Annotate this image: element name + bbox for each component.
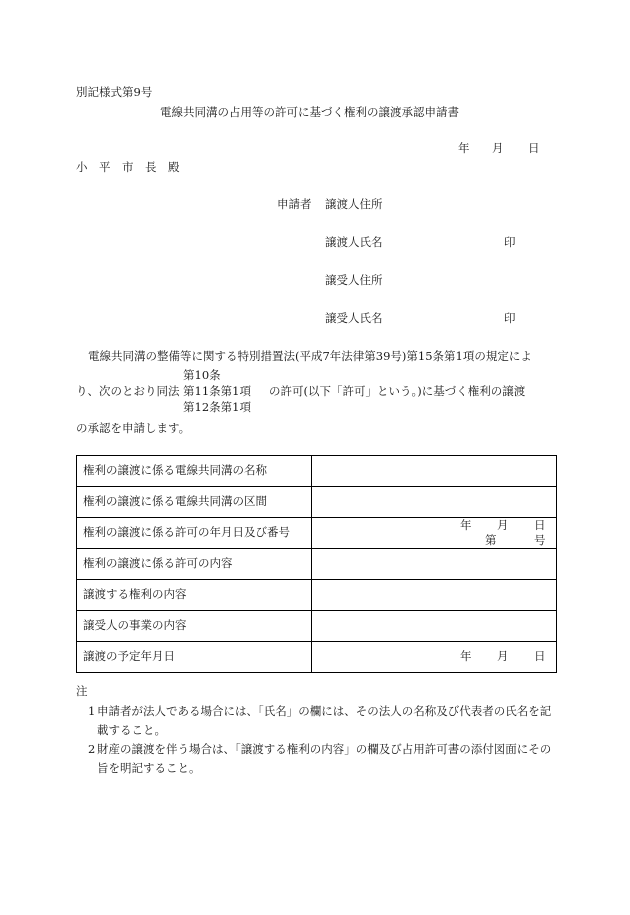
row-label: 譲渡する権利の内容: [77, 580, 312, 611]
table-row: [77, 580, 557, 611]
row-label: 権利の譲渡に係る許可の内容: [77, 549, 312, 580]
law-option-article-11: 第11条第1項: [183, 384, 251, 398]
body-line-3: の承認を申請します。: [76, 421, 191, 435]
transferor-name-label: 譲渡人氏名: [325, 235, 383, 249]
date-day-unit: 日: [534, 649, 546, 663]
row-value-field[interactable]: [312, 487, 557, 518]
body-line-2-prefix: り、次のとおり同法: [76, 384, 180, 398]
date-month-unit: 月: [497, 649, 509, 663]
application-table: [76, 455, 557, 673]
table-row: [77, 611, 557, 642]
row-value-field[interactable]: [312, 611, 557, 642]
row-label: 譲渡の予定年月日: [77, 642, 312, 673]
date-year-unit: 年: [460, 649, 472, 663]
date-year-unit: 年: [460, 518, 472, 532]
transferee-address-label: 譲受人住所: [325, 273, 383, 287]
date-day: 日: [528, 141, 540, 155]
body-line-2-suffix: の許可(以下「許可」という。)に基づく権利の譲渡: [269, 384, 526, 398]
number-go-unit: 号: [534, 533, 546, 547]
document-title: 電線共同溝の占用等の許可に基づく権利の譲渡承認申請書: [160, 105, 459, 119]
date-day-unit: 日: [534, 518, 546, 532]
permit-date-number-field[interactable]: [312, 518, 557, 549]
form-number: 別記様式第9号: [76, 85, 153, 99]
note-number: 2: [88, 742, 96, 756]
seal-mark: 印: [504, 235, 516, 249]
date-month: 月: [492, 141, 504, 155]
row-label: 権利の譲渡に係る電線共同溝の区間: [77, 487, 312, 518]
row-value-field[interactable]: [312, 456, 557, 487]
table-row: [77, 642, 557, 673]
law-option-article-10: 第10条: [183, 368, 221, 382]
addressee: 小 平 市 長 殿: [76, 160, 180, 174]
table-row: [77, 487, 557, 518]
date-year: 年: [458, 141, 470, 155]
law-option-article-12: 第12条第1項: [183, 400, 251, 414]
row-value-field[interactable]: [312, 580, 557, 611]
table-row: [77, 518, 557, 549]
body-line-1: 電線共同溝の整備等に関する特別措置法(平成7年法律第39号)第15条第1項の規定によ: [88, 349, 532, 363]
table-row: [77, 549, 557, 580]
row-label: 権利の譲渡に係る電線共同溝の名称: [77, 456, 312, 487]
table-row: [77, 456, 557, 487]
number-dai-unit: 第: [485, 533, 497, 547]
note-number: 1: [88, 704, 96, 718]
notes-section: [76, 683, 561, 778]
transferee-name-label: 譲受人氏名: [325, 311, 383, 325]
note-item: [76, 702, 561, 740]
note-text: 申請者が法人である場合には、「氏名」の欄には、その法人の名称及び代表者の氏名を記載すること。: [97, 704, 552, 737]
row-value-field[interactable]: [312, 549, 557, 580]
notes-heading: 注: [76, 684, 88, 698]
date-month-unit: 月: [497, 518, 509, 532]
transfer-date-field[interactable]: [312, 642, 557, 673]
applicant-label: 申請者: [277, 197, 312, 211]
seal-mark: 印: [504, 311, 516, 325]
row-label: 権利の譲渡に係る許可の年月日及び番号: [77, 518, 312, 549]
note-text: 財産の譲渡を伴う場合は、「譲渡する権利の内容」の欄及び占用許可書の添付図面にその旨を明記すること。: [97, 742, 552, 775]
transferor-address-label: 譲渡人住所: [325, 197, 383, 211]
note-item: [76, 740, 561, 778]
row-label: 譲受人の事業の内容: [77, 611, 312, 642]
